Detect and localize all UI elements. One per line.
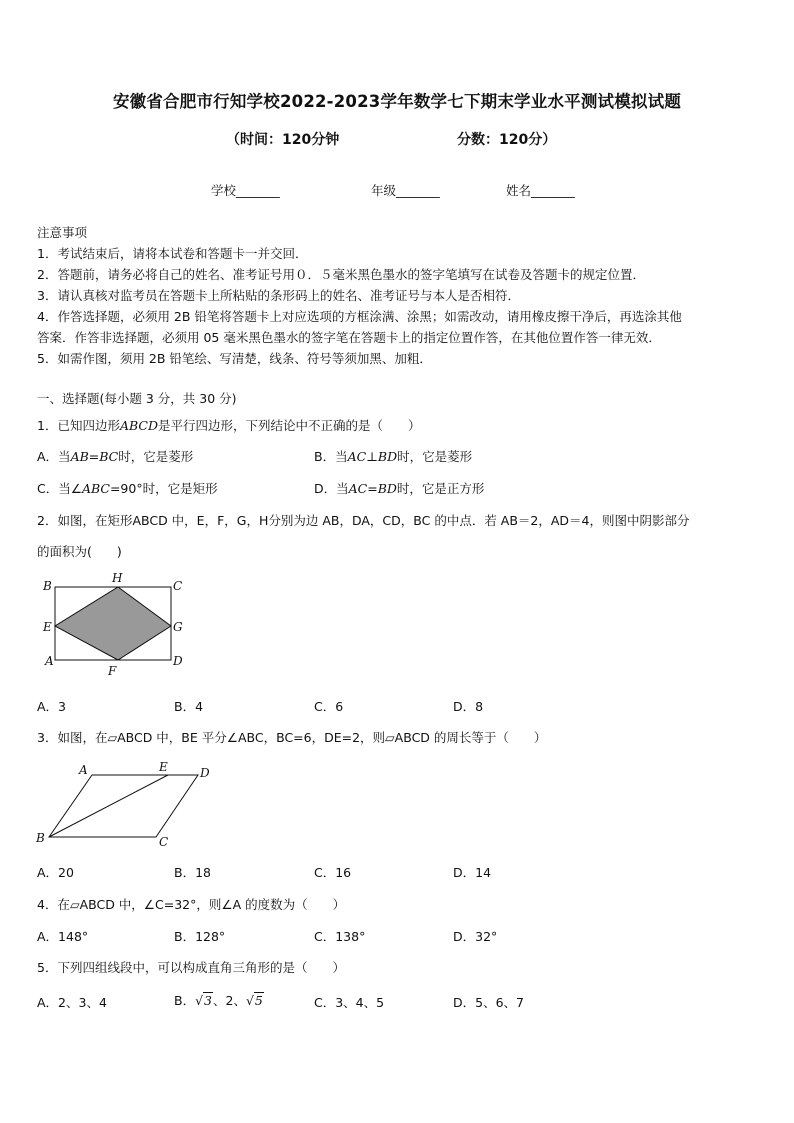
question-3-option-a: A．20 [37,865,74,880]
label-c: C [173,579,183,593]
question-5-option-b: B．√3、2、√5 [174,993,263,1008]
label-b: B [36,831,45,845]
parallelogram-figure [30,758,230,853]
label-f: F [108,664,117,678]
name-field: 姓名_______ [506,183,575,198]
question-1-option-a: A．当AB=BC时，它是菱形 [37,449,194,464]
question-2-option-b: B．4 [174,699,204,714]
shaded-rhombus [55,587,171,660]
notice-item: 5．如需作图，须用 2B 铅笔绘、写清楚，线条、符号等须加黑、加粗． [37,351,432,366]
label-d: D [173,654,183,668]
question-4-option-d: D．32° [453,929,498,944]
label-e: E [159,760,168,774]
question-2-option-c: C．6 [314,699,344,714]
question-3-option-d: D．14 [453,865,492,880]
notice-item: 答案．作答非选择题，必须用 05 毫米黑色墨水的签字笔在答题卡上的指定位置作答，在其他位置作答一律无效． [37,330,661,345]
question-2-stem-cont: 的面积为( ) [37,544,122,559]
question-5-stem: 5．下列四组线段中，可以构成直角三角形的是（ ） [37,960,345,975]
school-field: 学校_______ [211,183,280,198]
label-e: E [43,620,52,634]
label-a: A [45,654,54,668]
question-1-option-c: C．当∠ABC=90°时，它是矩形 [37,481,218,496]
question-4-option-b: B．128° [174,929,226,944]
notice-item: 3．请认真核对监考员在答题卡上所粘贴的条形码上的姓名、准考证号与本人是否相符． [37,288,520,303]
grade-field: 年级_______ [371,183,440,198]
question-3-option-c: C．16 [314,865,352,880]
label-h: H [112,571,123,585]
exam-title: 安徽省合肥市行知学校2022-2023学年数学七下期末学业水平测试模拟试题 [112,92,682,111]
rectangle-figure [36,570,196,680]
label-g: G [173,620,183,634]
label-a: A [79,763,88,777]
question-2-stem: 2．如图，在矩形ABCD 中，E，F，G，H分别为边 AB，DA，CD，BC 的中点．若 AB＝2，AD＝4，则图中阴影部分 [37,513,690,528]
question-2-option-a: A．3 [37,699,67,714]
question-1-option-b: B．当AC⊥BD时，它是菱形 [314,449,473,464]
radicand: 5 [254,993,263,1008]
exam-score: 分数：120分） [457,132,557,148]
radicand: 3 [204,993,212,1008]
question-4-stem: 4．在▱ABCD 中，∠C=32°，则∠A 的度数为（ ） [37,897,346,912]
notice-item: 2．答题前，请务必将自己的姓名、准考证号用０．５毫米黑色墨水的签字笔填写在试卷及答题卡的规定位置． [37,267,645,282]
question-1-option-d: D．当AC=BD时，它是正方形 [314,481,485,496]
question-2-option-d: D．8 [453,699,484,714]
notice-heading: 注意事项 [37,225,88,240]
question-1-stem: 1．已知四边形ABCD是平行四边形，下列结论中不正确的是（ ） [37,418,421,433]
question-5-option-a: A．2、3、4 [37,995,107,1010]
notice-item: 4．作答选择题，必须用 2B 铅笔将答题卡上对应选项的方框涂满、涂黑；如需改动，请用橡皮擦干净后，再选涂其他 [37,309,682,324]
label-d: D [200,766,210,780]
section-heading: 一、选择题(每小题 3 分，共 30 分) [37,391,237,406]
notice-item: 1．考试结束后，请将本试卷和答题卡一并交回． [37,246,308,261]
question-5-option-c: C．3、4、5 [314,995,385,1010]
label-b: B [43,579,52,593]
question-5-option-d: D．5、6、7 [453,995,524,1010]
question-4-option-c: C．138° [314,929,366,944]
question-4-option-a: A．148° [37,929,89,944]
question-3-stem: 3．如图，在▱ABCD 中，BE 平分∠ABC，BC=6，DE=2，则▱ABCD 的周长等于（ ） [37,730,547,745]
parallelogram-abcd [49,775,198,837]
question-3-option-b: B．18 [174,865,211,880]
exam-time: （时间：120分钟 [226,132,340,148]
label-c: C [159,835,169,849]
segment-be [49,775,168,837]
